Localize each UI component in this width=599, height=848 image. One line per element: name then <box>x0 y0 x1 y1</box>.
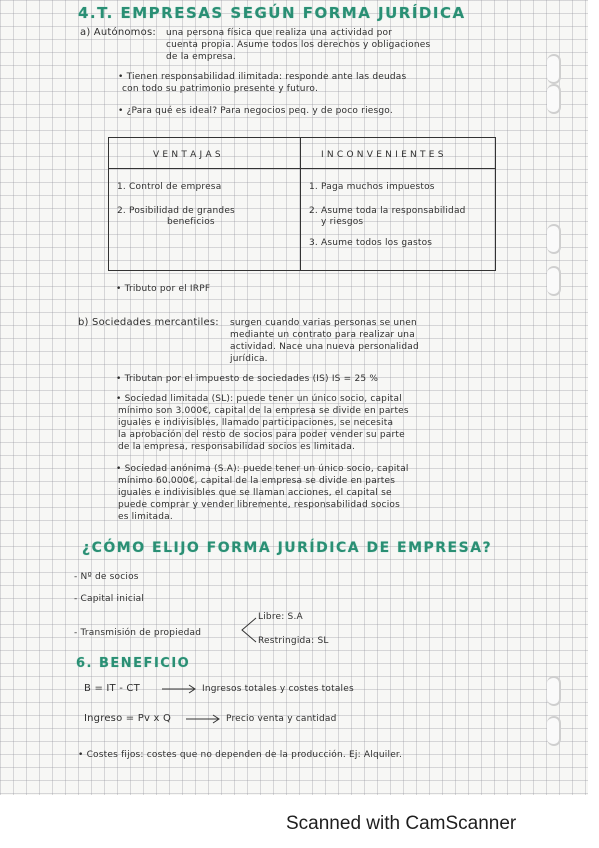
section-beneficio: 6. BENEFICIO <box>76 656 191 671</box>
table-header-ventajas: V E N T A J A S <box>153 150 221 160</box>
criterio-transmision: - Transmisión de propiedad <box>74 628 202 638</box>
arrow-right-icon <box>186 714 222 724</box>
sl-line-5: de la empresa, responsabilidad socios es limitada. <box>118 442 356 452</box>
binder-hole <box>547 716 561 746</box>
binder-hole <box>547 266 561 296</box>
binder-hole <box>547 224 561 254</box>
costes-fijos: • Costes fijos: costes que no dependen de la producción. Ej: Alquiler. <box>78 750 403 760</box>
table-divider <box>300 138 301 270</box>
formula-beneficio-desc: Ingresos totales y costes totales <box>202 684 354 694</box>
scanner-watermark: Scanned with CamScanner <box>286 813 517 834</box>
sa-line-5: es limitada. <box>118 512 173 522</box>
table-header-line <box>109 168 495 169</box>
tributo-irpf: • Tributo por el IRPF <box>116 284 211 294</box>
autonomos-def-1: una persona física que realiza una actividad por <box>166 28 393 38</box>
table-header-inconvenientes: I N C O N V E N I E N T E S <box>321 150 444 160</box>
autonomos-ideal: • ¿Para qué es ideal? Para negocios peq. y de poco riesgo. <box>118 106 393 116</box>
inconveniente-1: 1. Paga muchos impuestos <box>309 182 435 192</box>
formula-ingreso-desc: Precio venta y cantidad <box>226 714 337 724</box>
inconveniente-2a: 2. Asume toda la responsabilidad <box>309 206 466 216</box>
sociedades-def-1: surgen cuando varias personas se unen <box>230 318 417 328</box>
sociedades-def-4: jurídica. <box>230 354 268 364</box>
sa-line-4: puede comprar y vender libremente, responsabilidad socios <box>118 500 401 510</box>
sl-line-1: • Sociedad limitada (SL): puede tener un único socio, capital <box>116 394 402 404</box>
sa-line-2: mínimo 60.000€, capital de la empresa se divide en partes <box>118 476 396 486</box>
autonomos-def-2: cuenta propia. Asume todos los derechos y obligaciones <box>166 40 431 50</box>
transmision-libre: Libre: S.A <box>258 612 303 622</box>
criterio-socios: - Nº de socios <box>74 572 139 582</box>
arrow-right-icon <box>162 684 198 694</box>
autonomos-label: a) Autónomos: <box>80 27 156 38</box>
autonomos-resp-1: • Tienen responsabilidad ilimitada: responde ante las deudas <box>118 72 407 82</box>
ventaja-2b: beneficios <box>167 217 215 227</box>
binder-holes <box>541 40 571 760</box>
formula-ingreso: Ingreso = Pv x Q <box>84 713 172 724</box>
transmision-restringida: Restringida: SL <box>258 636 329 646</box>
sociedades-def-3: actividad. Nace una nueva personalidad <box>230 342 419 352</box>
sl-line-2: mínimo son 3.000€, capital de la empresa se divide en partes <box>118 406 409 416</box>
page-title: 4.T. EMPRESAS SEGÚN FORMA JURÍDICA <box>78 4 466 22</box>
binder-hole <box>547 84 561 114</box>
bracket-icon <box>238 616 258 644</box>
ventaja-2a: 2. Posibilidad de grandes <box>117 206 235 216</box>
sl-line-3: iguales e indivisibles, llamado participaciones, se necesita <box>118 418 394 428</box>
inconveniente-3: 3. Asume todos los gastos <box>309 238 433 248</box>
ventajas-table <box>108 137 496 271</box>
sa-line-1: • Sociedad anónima (S.A): puede tener un único socio, capital <box>116 464 409 474</box>
autonomos-def-3: de la empresa. <box>166 52 236 62</box>
binder-hole <box>547 676 561 706</box>
formula-beneficio: B = IT - CT <box>84 683 140 694</box>
sa-line-3: iguales e indivisibles que se llaman acciones, el capital se <box>118 488 392 498</box>
autonomos-resp-2: con todo su patrimonio presente y futuro. <box>122 84 319 94</box>
inconveniente-2b: y riesgos <box>321 217 364 227</box>
sociedades-label: b) Sociedades mercantiles: <box>78 317 219 328</box>
sociedades-tributan: • Tributan por el impuesto de sociedades (IS) IS = 25 % <box>116 374 379 384</box>
question-heading: ¿CÓMO ELIJO FORMA JURÍDICA DE EMPRESA? <box>82 540 493 556</box>
sl-line-4: la aprobación del resto de socios para poder vender su parte <box>118 430 405 440</box>
ventaja-1: 1. Control de empresa <box>117 182 222 192</box>
binder-hole <box>547 54 561 84</box>
criterio-capital: - Capital inicial <box>74 594 145 604</box>
sociedades-def-2: mediante un contrato para realizar una <box>230 330 415 340</box>
